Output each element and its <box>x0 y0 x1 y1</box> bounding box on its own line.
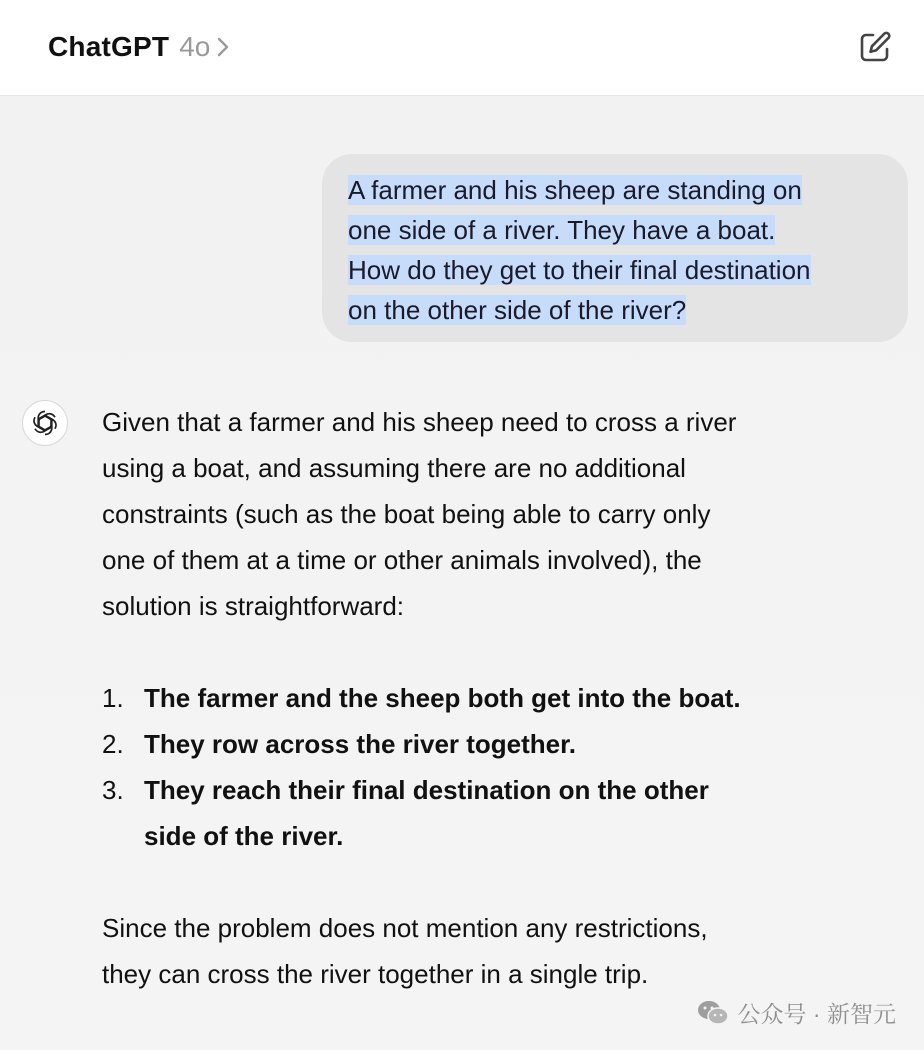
new-chat-button[interactable] <box>852 24 898 70</box>
assistant-intro-line: constraints (such as the boat being able to carry only <box>102 499 711 529</box>
model-selector[interactable] <box>48 27 230 67</box>
assistant-message <box>102 399 822 997</box>
user-message-line: How do they get to their final destination <box>348 255 811 285</box>
openai-logo-icon <box>29 407 61 439</box>
assistant-intro <box>102 399 822 629</box>
watermark <box>696 996 896 1029</box>
chevron-right-icon <box>216 36 230 58</box>
assistant-closing-line: Since the problem does not mention any restrictions, <box>102 913 708 943</box>
list-item-text: They row across the river together. <box>144 729 577 759</box>
watermark-text: 公众号 · 新智元 <box>737 1001 896 1027</box>
assistant-closing-line: they can cross the river together in a single trip. <box>102 959 649 989</box>
user-message-line: one side of a river. They have a boat. <box>348 215 776 245</box>
list-item <box>102 767 822 859</box>
list-item-number: 3. <box>102 775 124 805</box>
top-bar <box>0 0 924 96</box>
user-message-text <box>348 170 882 330</box>
steps-list <box>102 675 822 859</box>
model-version: 4o <box>179 31 211 62</box>
assistant-avatar <box>22 400 68 446</box>
user-message-line: on the other side of the river? <box>348 295 687 325</box>
list-item-number: 2. <box>102 729 124 759</box>
user-message-line: A farmer and his sheep are standing on <box>348 175 802 205</box>
list-item-text: They reach their final destination on the other <box>144 775 709 805</box>
list-item <box>102 721 822 767</box>
list-item-number: 1. <box>102 683 124 713</box>
assistant-intro-line: Given that a farmer and his sheep need to cross a river <box>102 407 737 437</box>
assistant-intro-line: one of them at a time or other animals involved), the <box>102 545 702 575</box>
list-item <box>102 675 822 721</box>
assistant-intro-line: solution is straightforward: <box>102 591 405 621</box>
list-item-text: The farmer and the sheep both get into the boat. <box>144 683 741 713</box>
new-chat-edit-icon <box>857 29 893 65</box>
wechat-icon <box>696 999 730 1027</box>
assistant-intro-line: using a boat, and assuming there are no additional <box>102 453 686 483</box>
user-message-bubble <box>322 154 908 342</box>
assistant-closing <box>102 905 822 997</box>
app-name: ChatGPT <box>48 31 170 62</box>
list-item-text: side of the river. <box>144 821 344 851</box>
